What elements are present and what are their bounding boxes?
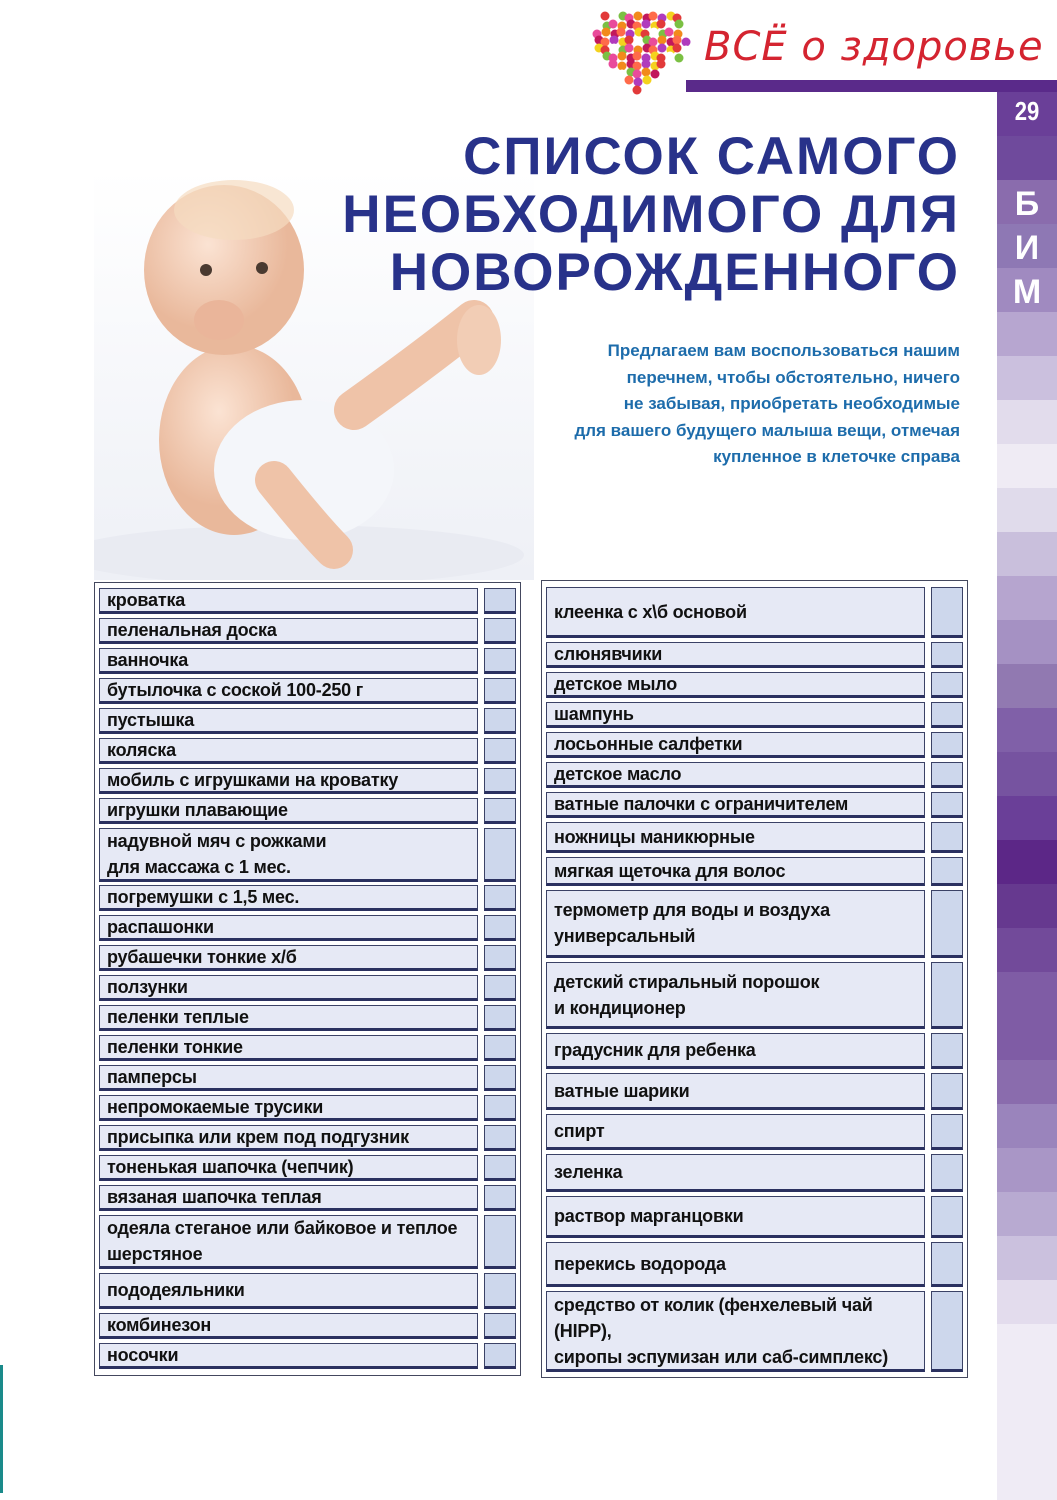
logo-dot [609, 60, 618, 69]
color-stripe [997, 664, 1057, 708]
title-line: НЕОБХОДИМОГО ДЛЯ [342, 185, 960, 244]
logo-dot [634, 38, 643, 47]
checklist-item-label: непромокаемые трусики [99, 1095, 478, 1121]
checklist-item-label: ватные палочки с ограничителем [546, 792, 925, 818]
checklist-row [546, 822, 963, 853]
logo-dot [665, 28, 674, 37]
checkbox[interactable] [931, 702, 963, 728]
checklist-row [546, 1114, 963, 1150]
checklist-item-label: мягкая щеточка для волос [546, 857, 925, 886]
color-stripe [997, 884, 1057, 928]
checkbox[interactable] [931, 857, 963, 886]
logo-dot [610, 44, 619, 53]
logo-dot [673, 36, 682, 45]
checklist-left [94, 582, 521, 1376]
checklist-item-label: пододеяльники [99, 1273, 478, 1309]
checkbox[interactable] [484, 915, 516, 941]
logo-dot [625, 76, 634, 85]
checkbox[interactable] [484, 1313, 516, 1339]
checklist-row [546, 857, 963, 886]
logo-dot [682, 46, 691, 55]
checklist-row [99, 1313, 516, 1339]
page-number: 29 [1014, 96, 1040, 126]
checkbox[interactable] [484, 945, 516, 971]
color-stripe [997, 1368, 1057, 1412]
checklist-row [99, 678, 516, 704]
checklist-row [546, 792, 963, 818]
checklist-row [99, 915, 516, 941]
checklist-row [99, 1155, 516, 1181]
checklist-item-label: детское мыло [546, 672, 925, 698]
checkbox[interactable] [931, 792, 963, 818]
checkbox[interactable] [484, 1155, 516, 1181]
checkbox[interactable] [484, 708, 516, 734]
logo-dot [649, 12, 658, 21]
checkbox[interactable] [931, 587, 963, 638]
intro-line: купленное в клеточке справа [713, 447, 960, 466]
checkbox[interactable] [484, 738, 516, 764]
color-stripe [997, 928, 1057, 972]
logo-dot [609, 20, 618, 29]
section-letter: И [1014, 229, 1040, 267]
checkbox[interactable] [484, 1095, 516, 1121]
logo-dot [618, 52, 627, 61]
checkbox[interactable] [484, 1215, 516, 1269]
color-stripe [997, 708, 1057, 752]
checkbox[interactable] [484, 798, 516, 824]
logo-dot [633, 52, 642, 61]
checklist-item-label: спирт [546, 1114, 925, 1150]
checklist-item-label: ножницы маникюрные [546, 822, 925, 853]
checklist-item-label: слюнявчики [546, 642, 925, 668]
color-stripe [997, 576, 1057, 620]
checkbox[interactable] [484, 588, 516, 614]
checkbox[interactable] [931, 672, 963, 698]
section-letter: М [1012, 273, 1042, 311]
checklist-item-label: бутылочка с соской 100-250 г [99, 678, 478, 704]
checklist-item-label: пеленки теплые [99, 1005, 478, 1031]
color-stripe [997, 752, 1057, 796]
checklist-row [546, 702, 963, 728]
color-stripe [997, 1016, 1057, 1060]
checklist-item-label: пеленальная доска [99, 618, 478, 644]
checklist-item-label: зеленка [546, 1154, 925, 1192]
color-stripe [997, 400, 1057, 444]
checklist-row [546, 1033, 963, 1069]
checkbox[interactable] [484, 885, 516, 911]
checkbox[interactable] [931, 1242, 963, 1287]
logo-dot [657, 60, 666, 69]
checklist-row [546, 732, 963, 758]
checklist-row [546, 672, 963, 698]
logo-dot [657, 20, 666, 29]
checkbox[interactable] [931, 1154, 963, 1192]
color-stripe [997, 532, 1057, 576]
checkbox[interactable] [484, 1273, 516, 1309]
checklist-row [99, 975, 516, 1001]
checklist-row [99, 1125, 516, 1151]
intro-line: перечнем, чтобы обстоятельно, ничего [626, 367, 960, 387]
logo-dot [610, 36, 619, 45]
checklist-row [546, 1154, 963, 1192]
logo-dot [594, 20, 603, 29]
checklist-item-label: погремушки с 1,5 мес. [99, 885, 478, 911]
checklist-item-label: носочки [99, 1343, 478, 1369]
logo-dot [675, 20, 684, 29]
checklist-row [99, 588, 516, 614]
checklist-row [546, 587, 963, 638]
magazine-brand: ВСЁ о здоровье [704, 24, 1044, 70]
color-stripe [997, 1060, 1057, 1104]
checklist-item-label: мобиль с игрушками на кроватку [99, 768, 478, 794]
checklist-row [546, 890, 963, 958]
checklist-item-label: присыпка или крем под подгузник [99, 1125, 478, 1151]
checklist-item-label: распашонки [99, 915, 478, 941]
checklist-item-label: детский стиральный порошок и кондиционер [546, 962, 925, 1029]
logo-dot [650, 28, 659, 37]
color-stripe [997, 796, 1057, 840]
color-stripe [997, 1280, 1057, 1324]
checkbox[interactable] [484, 975, 516, 1001]
logo-dot [666, 52, 675, 61]
checklist-item-label: надувной мяч с рожками для массажа с 1 мес. [99, 828, 478, 882]
logo-dot [642, 60, 651, 69]
checklist-row [99, 1035, 516, 1061]
checklist-row [546, 962, 963, 1029]
logo-dot [658, 36, 667, 45]
intro-line: для вашего будущего малыша вещи, отмечая [574, 420, 960, 440]
checklist-item-label: ванночка [99, 648, 478, 674]
intro-line: не забывая, приобретать необходимые [623, 394, 960, 413]
logo-dot [642, 68, 651, 77]
checklist-item-label: одеяла стеганое или байковое и теплое шерстяное [99, 1215, 478, 1269]
checkbox[interactable] [931, 642, 963, 668]
checkbox[interactable] [484, 1065, 516, 1091]
color-stripe [997, 1104, 1057, 1148]
checkbox[interactable] [931, 732, 963, 758]
intro-line: Предлагаем вам воспользоваться нашим [607, 341, 960, 360]
logo-dot [658, 44, 667, 53]
checklist-item-label: лосьонные салфетки [546, 732, 925, 758]
title-line: НОВОРОЖДЕННОГО [389, 243, 960, 302]
checkbox[interactable] [484, 678, 516, 704]
checklist-row [99, 1005, 516, 1031]
checklist-item-label: комбинезон [99, 1313, 478, 1339]
color-stripe [997, 136, 1057, 180]
color-stripe [997, 620, 1057, 664]
checklist-row [99, 798, 516, 824]
color-stripe [997, 1148, 1057, 1192]
checklist-right [541, 580, 968, 1378]
checkbox[interactable] [484, 1343, 516, 1369]
checklist-row [99, 1095, 516, 1121]
logo-dot [673, 44, 682, 53]
checkbox[interactable] [484, 1005, 516, 1031]
checklist-item-label: клеенка с х\б основой [546, 587, 925, 638]
page-title [342, 128, 960, 302]
logo-dot [601, 12, 610, 21]
color-stripe [997, 1324, 1057, 1368]
checklist-item-label: ползунки [99, 975, 478, 1001]
checklist-item-label: пеленки тонкие [99, 1035, 478, 1061]
checkbox[interactable] [931, 1073, 963, 1110]
checkbox[interactable] [484, 828, 516, 882]
logo-dot [633, 70, 642, 79]
checkbox[interactable] [931, 822, 963, 853]
checklist-row [546, 642, 963, 668]
logo-dot [618, 70, 627, 79]
logo-dot [643, 76, 652, 85]
color-stripe [997, 1236, 1057, 1280]
checklist-item-label: коляска [99, 738, 478, 764]
checkbox[interactable] [484, 768, 516, 794]
checkbox[interactable] [931, 1196, 963, 1238]
heart-logo-icon [583, 8, 693, 108]
checklist-row [99, 738, 516, 764]
checklist-row [99, 1215, 516, 1269]
checklist-item-label: раствор марганцовки [546, 1196, 925, 1238]
color-stripe [997, 1412, 1057, 1456]
checkbox[interactable] [931, 890, 963, 958]
checkbox[interactable] [484, 1125, 516, 1151]
logo-dot [682, 38, 691, 47]
checklist-item-label: рубашечки тонкие х/б [99, 945, 478, 971]
checkbox[interactable] [484, 618, 516, 644]
color-stripe [997, 356, 1057, 400]
section-letters [997, 182, 1057, 314]
checklist-row [99, 828, 516, 882]
logo-dot [642, 20, 651, 29]
color-stripe [997, 444, 1057, 488]
checklist-row [99, 885, 516, 911]
logo-dot [634, 78, 643, 87]
checklist-row [99, 768, 516, 794]
checklist-item-label: шампунь [546, 702, 925, 728]
checklist-row [99, 708, 516, 734]
logo-dot [675, 54, 684, 63]
logo-dot [625, 44, 634, 53]
color-stripe [997, 840, 1057, 884]
checklist-item-label: термометр для воды и воздуха универсальный [546, 890, 925, 958]
checklist-item-label: детское масло [546, 762, 925, 788]
color-stripe [997, 488, 1057, 532]
logo-dot [651, 70, 660, 79]
checklist-row [99, 1343, 516, 1369]
checklist-row [546, 1242, 963, 1287]
checklist-row [546, 1196, 963, 1238]
checkbox[interactable] [931, 1033, 963, 1069]
color-stripe [997, 1192, 1057, 1236]
logo-dot [602, 28, 611, 37]
checklist-row [99, 945, 516, 971]
checklist-row [546, 1073, 963, 1110]
title-line: СПИСОК САМОГО [463, 127, 960, 186]
checklist-row [546, 1291, 963, 1372]
checkbox[interactable] [931, 762, 963, 788]
checklist-item-label: игрушки плавающие [99, 798, 478, 824]
margin-line [0, 1365, 3, 1493]
checkbox[interactable] [931, 962, 963, 1029]
color-stripe [997, 1456, 1057, 1500]
logo-dot [625, 36, 634, 45]
logo-dot [617, 28, 626, 37]
checklist-item-label: памперсы [99, 1065, 478, 1091]
section-letter: Б [1014, 185, 1040, 223]
logo-dot [618, 62, 627, 71]
checkbox[interactable] [484, 1035, 516, 1061]
checklist-row [99, 648, 516, 674]
color-stripe [997, 312, 1057, 356]
checklist-item-label: ватные шарики [546, 1073, 925, 1110]
logo-dot [633, 86, 642, 95]
checklist-item-label: тоненькая шапочка (чепчик) [99, 1155, 478, 1181]
checkbox[interactable] [484, 1185, 516, 1211]
checklist-row [99, 1273, 516, 1309]
checklist-item-label: градусник для ребенка [546, 1033, 925, 1069]
checklist-item-label: средство от колик (фенхелевый чай (HIPP), сиропы эспумизан или саб-симплекс) [546, 1291, 925, 1372]
intro-text [520, 338, 960, 471]
header-bar [686, 80, 1057, 92]
logo-dot [634, 12, 643, 21]
checklist-item-label: пустышка [99, 708, 478, 734]
checkbox[interactable] [931, 1114, 963, 1150]
checkbox[interactable] [931, 1291, 963, 1372]
checklist-row [99, 618, 516, 644]
checklist-item-label: кроватка [99, 588, 478, 614]
color-stripe [997, 972, 1057, 1016]
checklist-row [546, 762, 963, 788]
checklist-item-label: вязаная шапочка теплая [99, 1185, 478, 1211]
checklist-row [99, 1065, 516, 1091]
checkbox[interactable] [484, 648, 516, 674]
checklist-row [99, 1185, 516, 1211]
checklist-item-label: перекись водорода [546, 1242, 925, 1287]
